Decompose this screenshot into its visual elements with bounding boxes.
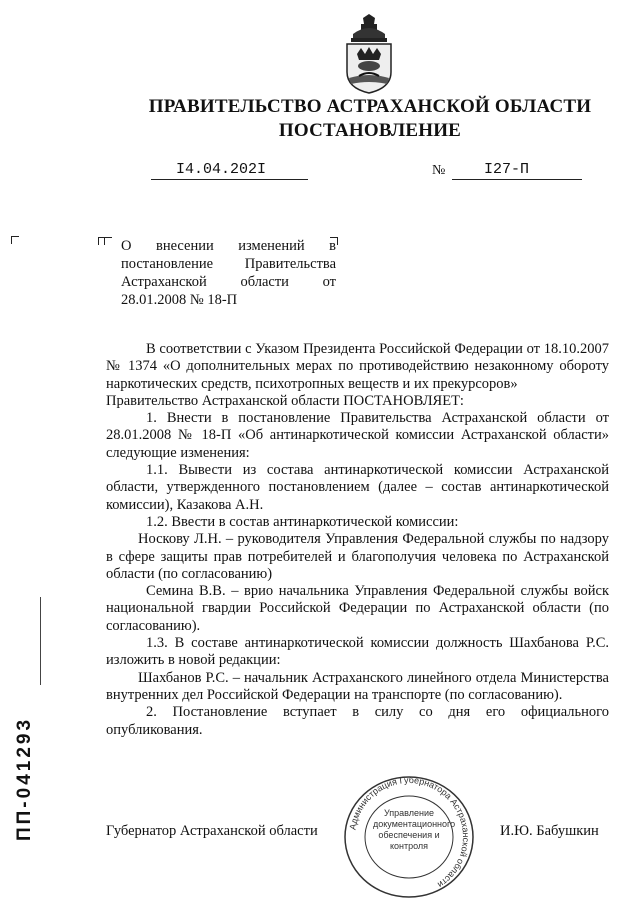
preamble-paragraph: В соответствии с Указом Президента Российской Федерации от 18.10.2007 № 1374 «О дополнительных мерах по противодействию незаконному обороту наркотических средств, психотропных веществ и их прекурсоров»	[106, 341, 609, 392]
stamp-inner-text: Управление документационного обеспечения и контроля	[373, 808, 456, 851]
document-body	[106, 341, 609, 739]
number-underline	[452, 179, 582, 180]
document-type-title: ПОСТАНОВЛЕНИЕ	[278, 120, 462, 141]
resolution-paragraph: Правительство Астраханской области ПОСТАНОВЛЯЕТ:	[106, 392, 464, 409]
clause-1-2: 1.2. Ввести в состав антинаркотической комиссии:	[146, 513, 459, 530]
signer-name: И.Ю. Бабушкин	[500, 823, 599, 839]
date-underline	[151, 179, 308, 180]
clause-1-3-member: Шахбанов Р.С. – начальник Астраханского линейного отдела Министерства внутренних дел Российской Федерации на транспорте (по согласованию).	[106, 669, 609, 703]
clause-1-1: 1.1. Вывести из состава антинаркотической комиссии Астраханской области, утвержденного постановлением (далее – состав антинаркотической комиссии), Казакова А.Н.	[106, 462, 609, 513]
left-margin-corner-mark	[11, 236, 19, 244]
subject-corner-mark-left-2	[104, 237, 112, 245]
stamp-outer-text: Администрация Губернатора Астраханской области	[347, 775, 472, 890]
clause-1-3: 1.3. В составе антинаркотической комиссии должность Шахбанова Р.С. изложить в новой редакции:	[106, 635, 609, 669]
margin-vertical-line	[40, 597, 41, 685]
document-date: I4.04.202I	[176, 161, 267, 178]
clause-1-2-member-2: Семина В.В. – врио начальника Управления Федеральной службы войск национальной гвардии Российской Федерации по Астраханской области (по согласованию).	[106, 583, 609, 634]
document-number: I27-П	[484, 161, 530, 178]
clause-2: 2. Постановление вступает в силу со дня его официального опубликования.	[106, 704, 609, 738]
document-subject: О внесении изменений в постановление Правительства Астраханской области от 28.01.2008 № 18-П	[121, 238, 336, 308]
clause-1-2-member-1: Носкову Л.Н. – руководителя Управления Федеральной службы по надзору в сфере защиты прав потребителей и благополучия человека по Астраханской области (по согласованию)	[106, 531, 609, 582]
number-label: №	[432, 163, 446, 178]
document-side-id: ПП-041293	[14, 716, 35, 841]
organization-title: ПРАВИТЕЛЬСТВО АСТРАХАНСКОЙ ОБЛАСТИ	[148, 96, 592, 117]
clause-1: 1. Внести в постановление Правительства Астраханской области от 28.01.2008 № 18-П «Об антинаркотической комиссии Астраханской области» следующие изменения:	[106, 410, 609, 461]
coat-of-arms-icon	[341, 14, 397, 94]
signer-position: Губернатор Астраханской области	[106, 823, 318, 839]
